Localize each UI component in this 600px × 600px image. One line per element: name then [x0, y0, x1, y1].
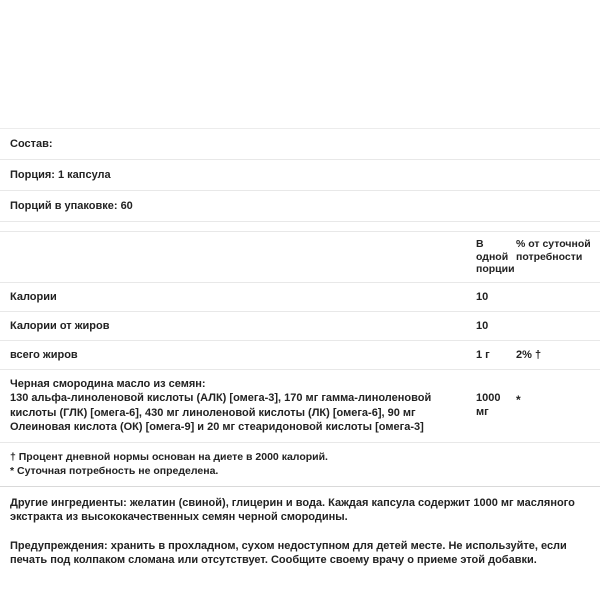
warnings-text: Предупреждения: хранить в прохладном, сухом недоступном для детей месте. Не используйте, если печать под колпаком сломана или отсутствует. Сообщите своему врачу о приеме этой добавки.: [10, 539, 567, 566]
supplement-facts-panel: [0, 128, 600, 568]
footnote-daily-value-not-established: * Суточная потребность не определена.: [10, 464, 219, 477]
table-row: [0, 311, 600, 340]
table-header-row: [0, 231, 600, 282]
nutrient-name: всего жиров: [10, 348, 78, 361]
ingredient-detail-amount: 1000 мг: [476, 391, 501, 418]
ingredients-heading-row: [0, 128, 600, 159]
nutrient-amount: 10: [476, 290, 489, 303]
footnotes-block: [0, 442, 600, 486]
header-daily-value: % от суточной потребности: [516, 238, 591, 263]
nutrient-amount: 10: [476, 319, 489, 332]
nutrient-amount: 1 г: [476, 348, 490, 361]
ingredient-detail-name: [10, 377, 476, 435]
footnote-daily-value-basis: † Процент дневной нормы основан на диете в 2000 калорий.: [10, 450, 328, 463]
additional-info-block: [0, 486, 600, 568]
table-row: [0, 340, 600, 369]
ingredient-detail-daily-value: *: [516, 392, 521, 407]
other-ingredients-text: Другие ингредиенты: желатин (свиной), глицерин и вода. Каждая капсула содержит 1000 мг масляного экстракта из высококачественных семян черной смородины.: [10, 496, 575, 523]
nutrient-name: Калории от жиров: [10, 319, 110, 332]
serving-size-label: Порция: 1 капсула: [10, 169, 111, 181]
servings-per-container-row: [0, 190, 600, 221]
ingredient-detail-breakdown: 130 альфа-линоленовой кислоты (АЛК) [омега-3], 170 мг гамма-линоленовой кислоты (ГЛК) [омега-6], 430 мг линоленовой кислоты (ЛК) [омега-6], 90 мг Олеиновая кислота (ОК) [омега-9] и 20 мг стеаридоновой кислоты [омега-3]: [10, 392, 432, 433]
nutrient-daily-value: 2% †: [516, 348, 542, 361]
table-row-ingredient-detail: [0, 369, 600, 442]
header-amount-per-serving: В одной порции: [476, 238, 515, 275]
nutrient-name: Калории: [10, 290, 57, 303]
table-row: [0, 282, 600, 311]
servings-per-container-label: Порций в упаковке: 60: [10, 200, 133, 212]
ingredient-detail-title: Черная смородина масло из семян:: [10, 377, 206, 390]
ingredients-heading-label: Состав:: [10, 138, 53, 150]
serving-size-row: [0, 159, 600, 190]
table-spacer: [0, 221, 600, 231]
